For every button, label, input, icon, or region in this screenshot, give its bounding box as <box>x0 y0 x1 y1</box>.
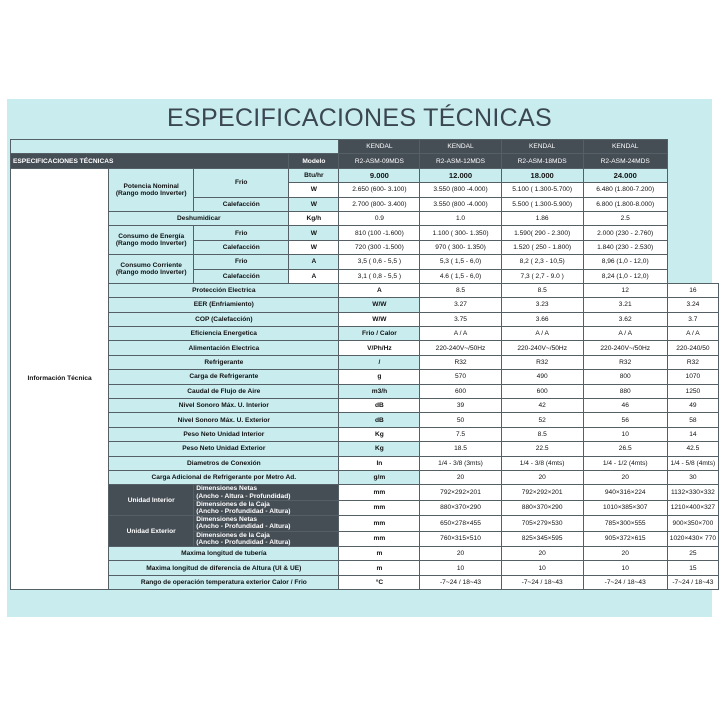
value-cell-3: 56 <box>583 413 667 427</box>
capacity-value-4: 24.000 <box>583 168 667 182</box>
value-cell-4: 58 <box>667 413 718 427</box>
value-cell-3: 880 <box>583 384 667 398</box>
value-cell-3: 26.5 <box>583 442 667 456</box>
unit-cell: / <box>339 355 420 369</box>
value-cell-2: -7~24 / 18~43 <box>501 575 583 589</box>
value-cell-1: 0.9 <box>339 211 420 225</box>
unit-cell: Kg <box>339 427 420 441</box>
value-cell-3: 940×316×224 <box>583 485 667 500</box>
corriente-group-label: Consumo Corriente (Rango modo Inverter) <box>109 255 194 284</box>
value-cell-1: 600 <box>420 384 501 398</box>
value-cell-2: 825×345×595 <box>501 531 583 546</box>
value-cell-1: -7~24 / 18~43 <box>420 575 501 589</box>
value-cell-4: 1070 <box>667 370 718 384</box>
value-cell-3: R32 <box>583 355 667 369</box>
value-cell-3: 10 <box>583 561 667 575</box>
value-cell-2: A / A <box>501 327 583 341</box>
page-title: ESPECIFICACIONES TÉCNICAS <box>167 104 552 132</box>
value-cell-2: 8.5 <box>501 283 583 297</box>
spec-label: Peso Neto Unidad Interior <box>109 427 339 441</box>
spec-label: Maxima longitud de diferencia de Altura (UI & UE) <box>109 561 339 575</box>
value-cell-3: A / A <box>583 327 667 341</box>
value-cell-2: 970 ( 300- 1.350) <box>420 240 501 254</box>
value-cell-2: 10 <box>501 561 583 575</box>
spec-row <box>11 327 719 341</box>
value-cell-3: 1.590( 290 - 2.300) <box>501 226 583 240</box>
unidad-exterior-label: Unidad Exterior <box>109 516 194 547</box>
spec-row <box>11 413 719 427</box>
value-cell-1: 880×370×290 <box>420 500 501 515</box>
capacity-value-3: 18.000 <box>501 168 583 182</box>
spec-label: Nivel Sonoro Máx. U. Exterior <box>109 413 339 427</box>
spec-table <box>10 139 719 590</box>
value-cell-3: 5.500 ( 1.300-5.900) <box>501 197 583 211</box>
value-cell-1: 50 <box>420 413 501 427</box>
value-cell-4: 3.7 <box>667 312 718 326</box>
value-cell-3: 20 <box>583 547 667 561</box>
value-cell-3: 220-240V~/50Hz <box>583 341 667 355</box>
btu-row <box>11 168 719 182</box>
value-cell-2: 490 <box>501 370 583 384</box>
potencia-group-label: Potencia Nominal (Rango modo Inverter) <box>109 168 194 211</box>
spec-row <box>11 341 719 355</box>
brand-label: KENDAL <box>583 140 667 154</box>
value-cell-4: 220-240/50 <box>667 341 718 355</box>
value-cell-4: 6.800 (1.800-8.000) <box>583 197 667 211</box>
value-cell-1: 810 (100 -1.600) <box>339 226 420 240</box>
value-cell-1: 3,1 ( 0,8 - 5,5 ) <box>339 269 420 283</box>
value-cell-1: 39 <box>420 399 501 413</box>
value-cell-3: 3.62 <box>583 312 667 326</box>
calefaccion-label: Calefacción <box>194 269 289 283</box>
unit-cell: W <box>289 197 339 211</box>
value-cell-4: 1.840 (230 - 2.530) <box>583 240 667 254</box>
spec-label: Peso Neto Unidad Exterior <box>109 442 339 456</box>
spec-label: Caudal de Flujo de Aire <box>109 384 339 398</box>
value-cell-1: 570 <box>420 370 501 384</box>
value-cell-4: 30 <box>667 470 718 484</box>
spec-label: Maxima longitud de tubería <box>109 547 339 561</box>
header-brand-row <box>11 140 719 154</box>
unit-cell: g <box>339 370 420 384</box>
value-cell-1: 20 <box>420 470 501 484</box>
value-cell-3: 7,3 ( 2,7 - 9.0 ) <box>501 269 583 283</box>
spec-label: Protección Electrica <box>109 283 339 297</box>
value-cell-1: 792×292×201 <box>420 485 501 500</box>
unit-cell: Frio / Calor <box>339 327 420 341</box>
brand-label: KENDAL <box>420 140 501 154</box>
value-cell-4: 1132×330×332 <box>667 485 718 500</box>
dimension-label: Dimensiones Netas (Ancho - Altura - Profundidad) <box>194 485 339 500</box>
deshumidicar-label: Deshumidicar <box>109 211 289 225</box>
unit-cell: mm <box>339 500 420 515</box>
value-cell-3: 1.86 <box>501 211 583 225</box>
unidad-interior-label: Unidad Interior <box>109 485 194 516</box>
unit-cell: A <box>289 255 339 269</box>
value-cell-4: 8,96 (1,0 - 12,0) <box>583 255 667 269</box>
spec-row <box>11 384 719 398</box>
value-cell-3: 8,2 ( 2,3 - 10,5) <box>501 255 583 269</box>
spec-row <box>11 370 719 384</box>
spec-label: EER (Enfriamiento) <box>109 298 339 312</box>
spec-label: COP (Calefacción) <box>109 312 339 326</box>
value-cell-1: 220-240V~/50Hz <box>420 341 501 355</box>
value-cell-4: 2.5 <box>583 211 667 225</box>
model-name-2: R2-ASM-12MDS <box>420 154 501 168</box>
value-cell-4: 1020×430× 770 <box>667 531 718 546</box>
model-name-3: R2-ASM-18MDS <box>501 154 583 168</box>
model-name-4: R2-ASM-24MDS <box>583 154 667 168</box>
value-cell-4: 3.24 <box>667 298 718 312</box>
value-cell-3: 785×300×555 <box>583 516 667 531</box>
unit-cell: m <box>339 561 420 575</box>
section-title: ESPECIFICACIONES TÉCNICAS <box>11 154 289 168</box>
value-cell-3: 800 <box>583 370 667 384</box>
spec-label: Rango de operación temperatura exterior Calor / Frio <box>109 575 339 589</box>
value-cell-1: 7.5 <box>420 427 501 441</box>
value-cell-2: 1/4 - 3/8 (4mts) <box>501 456 583 470</box>
value-cell-2: 52 <box>501 413 583 427</box>
value-cell-4: 25 <box>667 547 718 561</box>
unit-cell: A <box>339 283 420 297</box>
spec-label: Carga de Refrigerante <box>109 370 339 384</box>
value-cell-4: 49 <box>667 399 718 413</box>
value-cell-4: 900×350×700 <box>667 516 718 531</box>
frio-label: Frio <box>194 226 289 240</box>
energia-group-label: Consumo de Energía (Rango modo Inverter) <box>109 226 194 255</box>
value-cell-2: 42 <box>501 399 583 413</box>
spec-row <box>11 399 719 413</box>
calefaccion-label: Calefacción <box>194 240 289 254</box>
header-spacer <box>11 140 339 154</box>
value-cell-4: A / A <box>667 327 718 341</box>
value-cell-2: 705×279×530 <box>501 516 583 531</box>
value-cell-3: 1010×385×307 <box>583 500 667 515</box>
unit-cell: W/W <box>339 312 420 326</box>
value-cell-2: 20 <box>501 547 583 561</box>
value-cell-1: 10 <box>420 561 501 575</box>
spec-label: Carga Adicional de Refrigerante por Metro Ad. <box>109 470 339 484</box>
value-cell-4: 16 <box>667 283 718 297</box>
unit-cell: °C <box>339 575 420 589</box>
unit-cell: W <box>289 240 339 254</box>
value-cell-1: 2.650 (600- 3.100) <box>339 183 420 197</box>
value-cell-3: -7~24 / 18~43 <box>583 575 667 589</box>
unit-cell: Kg <box>339 442 420 456</box>
value-cell-1: 1/4 - 3/8 (3mts) <box>420 456 501 470</box>
value-cell-2: 3.550 (800 -4.000) <box>420 197 501 211</box>
spec-label: Refrigerante <box>109 355 339 369</box>
value-cell-3: 1.520 ( 250 - 1.800) <box>501 240 583 254</box>
value-cell-4: 8,24 (1,0 - 12,0) <box>583 269 667 283</box>
calefaccion-label: Calefacción <box>194 197 289 211</box>
spec-row <box>11 355 719 369</box>
value-cell-2: 880×370×290 <box>501 500 583 515</box>
spec-row <box>11 470 719 484</box>
value-cell-1: 2.700 (800- 3.400) <box>339 197 420 211</box>
brand-label: KENDAL <box>501 140 583 154</box>
value-cell-1: 760×315×510 <box>420 531 501 546</box>
bottom-row <box>11 561 719 575</box>
value-cell-1: 20 <box>420 547 501 561</box>
dimension-row <box>11 516 719 531</box>
bottom-row <box>11 547 719 561</box>
spec-label: Nivel Sonoro Máx. U. Interior <box>109 399 339 413</box>
brand-label: KENDAL <box>339 140 420 154</box>
value-cell-3: 3.21 <box>583 298 667 312</box>
value-cell-2: 792×292×201 <box>501 485 583 500</box>
value-cell-4: -7~24 / 18~43 <box>667 575 718 589</box>
spec-row <box>11 298 719 312</box>
spec-row <box>11 283 719 297</box>
unit-cell: mm <box>339 485 420 500</box>
header-model-row <box>11 154 719 168</box>
unit-cell: V/Ph/Hz <box>339 341 420 355</box>
spec-row <box>11 456 719 470</box>
unit-cell: In <box>339 456 420 470</box>
value-cell-1: 18.5 <box>420 442 501 456</box>
value-cell-4: 6.480 (1.800-7.200) <box>583 183 667 197</box>
value-cell-1: A / A <box>420 327 501 341</box>
value-cell-2: 3.23 <box>501 298 583 312</box>
value-cell-1: R32 <box>420 355 501 369</box>
value-cell-1: 720 (300 -1.500) <box>339 240 420 254</box>
value-cell-3: 10 <box>583 427 667 441</box>
spec-label: Diametros de Conexión <box>109 456 339 470</box>
spec-row <box>11 427 719 441</box>
value-cell-4: 2.000 (230 - 2.760) <box>583 226 667 240</box>
unit-cell: dB <box>339 399 420 413</box>
unit-cell: mm <box>339 516 420 531</box>
value-cell-3: 1/4 - 1/2 (4mts) <box>583 456 667 470</box>
spec-row <box>11 442 719 456</box>
value-cell-2: 8.5 <box>501 427 583 441</box>
value-cell-3: 20 <box>583 470 667 484</box>
value-cell-4: 1/4 - 5/8 (4mts) <box>667 456 718 470</box>
unit-cell: m3/h <box>339 384 420 398</box>
value-cell-2: R32 <box>501 355 583 369</box>
spec-row <box>11 312 719 326</box>
value-cell-2: 600 <box>501 384 583 398</box>
value-cell-3: 5.100 ( 1.300-5.700) <box>501 183 583 197</box>
dimension-row <box>11 485 719 500</box>
bottom-row <box>11 575 719 589</box>
value-cell-2: 220-240V~/50Hz <box>501 341 583 355</box>
value-cell-1: 3,5 ( 0,6 - 5,5 ) <box>339 255 420 269</box>
value-cell-3: 12 <box>583 283 667 297</box>
unit-cell: W <box>289 226 339 240</box>
unit-cell: dB <box>339 413 420 427</box>
value-cell-1: 650×278×455 <box>420 516 501 531</box>
unit-cell: m <box>339 547 420 561</box>
value-cell-1: 3.27 <box>420 298 501 312</box>
dimension-label: Dimensiones Netas (Ancho - Profundidad - Altura) <box>194 516 339 531</box>
value-cell-4: R32 <box>667 355 718 369</box>
value-cell-2: 1.100 ( 300- 1.350) <box>420 226 501 240</box>
value-cell-2: 4.6 ( 1,5 - 6,0) <box>420 269 501 283</box>
value-cell-3: 905×372×615 <box>583 531 667 546</box>
unit-cell: W/W <box>339 298 420 312</box>
unit-cell: W <box>289 183 339 197</box>
unit-cell: A <box>289 269 339 283</box>
unit-cell: Btu/hr <box>289 168 339 182</box>
frio-label: Frio <box>194 255 289 269</box>
value-cell-4: 1210×400×327 <box>667 500 718 515</box>
value-cell-1: 3.75 <box>420 312 501 326</box>
value-cell-3: 46 <box>583 399 667 413</box>
unit-cell: mm <box>339 531 420 546</box>
energia-frio-row <box>11 226 719 240</box>
capacity-value-1: 9.000 <box>339 168 420 182</box>
corriente-frio-row <box>11 255 719 269</box>
capacity-value-2: 12.000 <box>420 168 501 182</box>
spec-label: Alimentación Electrica <box>109 341 339 355</box>
value-cell-4: 14 <box>667 427 718 441</box>
model-header: Modelo <box>289 154 339 168</box>
deshumidicar-row <box>11 211 719 225</box>
spec-label: Eficiencia Energetica <box>109 327 339 341</box>
value-cell-1: 8.5 <box>420 283 501 297</box>
value-cell-2: 1.0 <box>420 211 501 225</box>
value-cell-4: 15 <box>667 561 718 575</box>
frio-label: Frio <box>194 168 289 197</box>
value-cell-2: 3.66 <box>501 312 583 326</box>
value-cell-2: 22.5 <box>501 442 583 456</box>
unit-cell: Kg/h <box>289 211 339 225</box>
dimension-label: Dimensiones de la Caja (Ancho - Profundidad - Altura) <box>194 531 339 546</box>
value-cell-4: 1250 <box>667 384 718 398</box>
info-group-label: Información Técnica <box>11 168 109 589</box>
model-name-1: R2-ASM-09MDS <box>339 154 420 168</box>
dimension-label: Dimensiones de la Caja (Ancho - Profundidad - Altura) <box>194 500 339 515</box>
value-cell-2: 5,3 ( 1,5 - 6,0) <box>420 255 501 269</box>
value-cell-2: 3.550 (800 -4.000) <box>420 183 501 197</box>
value-cell-4: 42.5 <box>667 442 718 456</box>
unit-cell: g/m <box>339 470 420 484</box>
value-cell-2: 20 <box>501 470 583 484</box>
